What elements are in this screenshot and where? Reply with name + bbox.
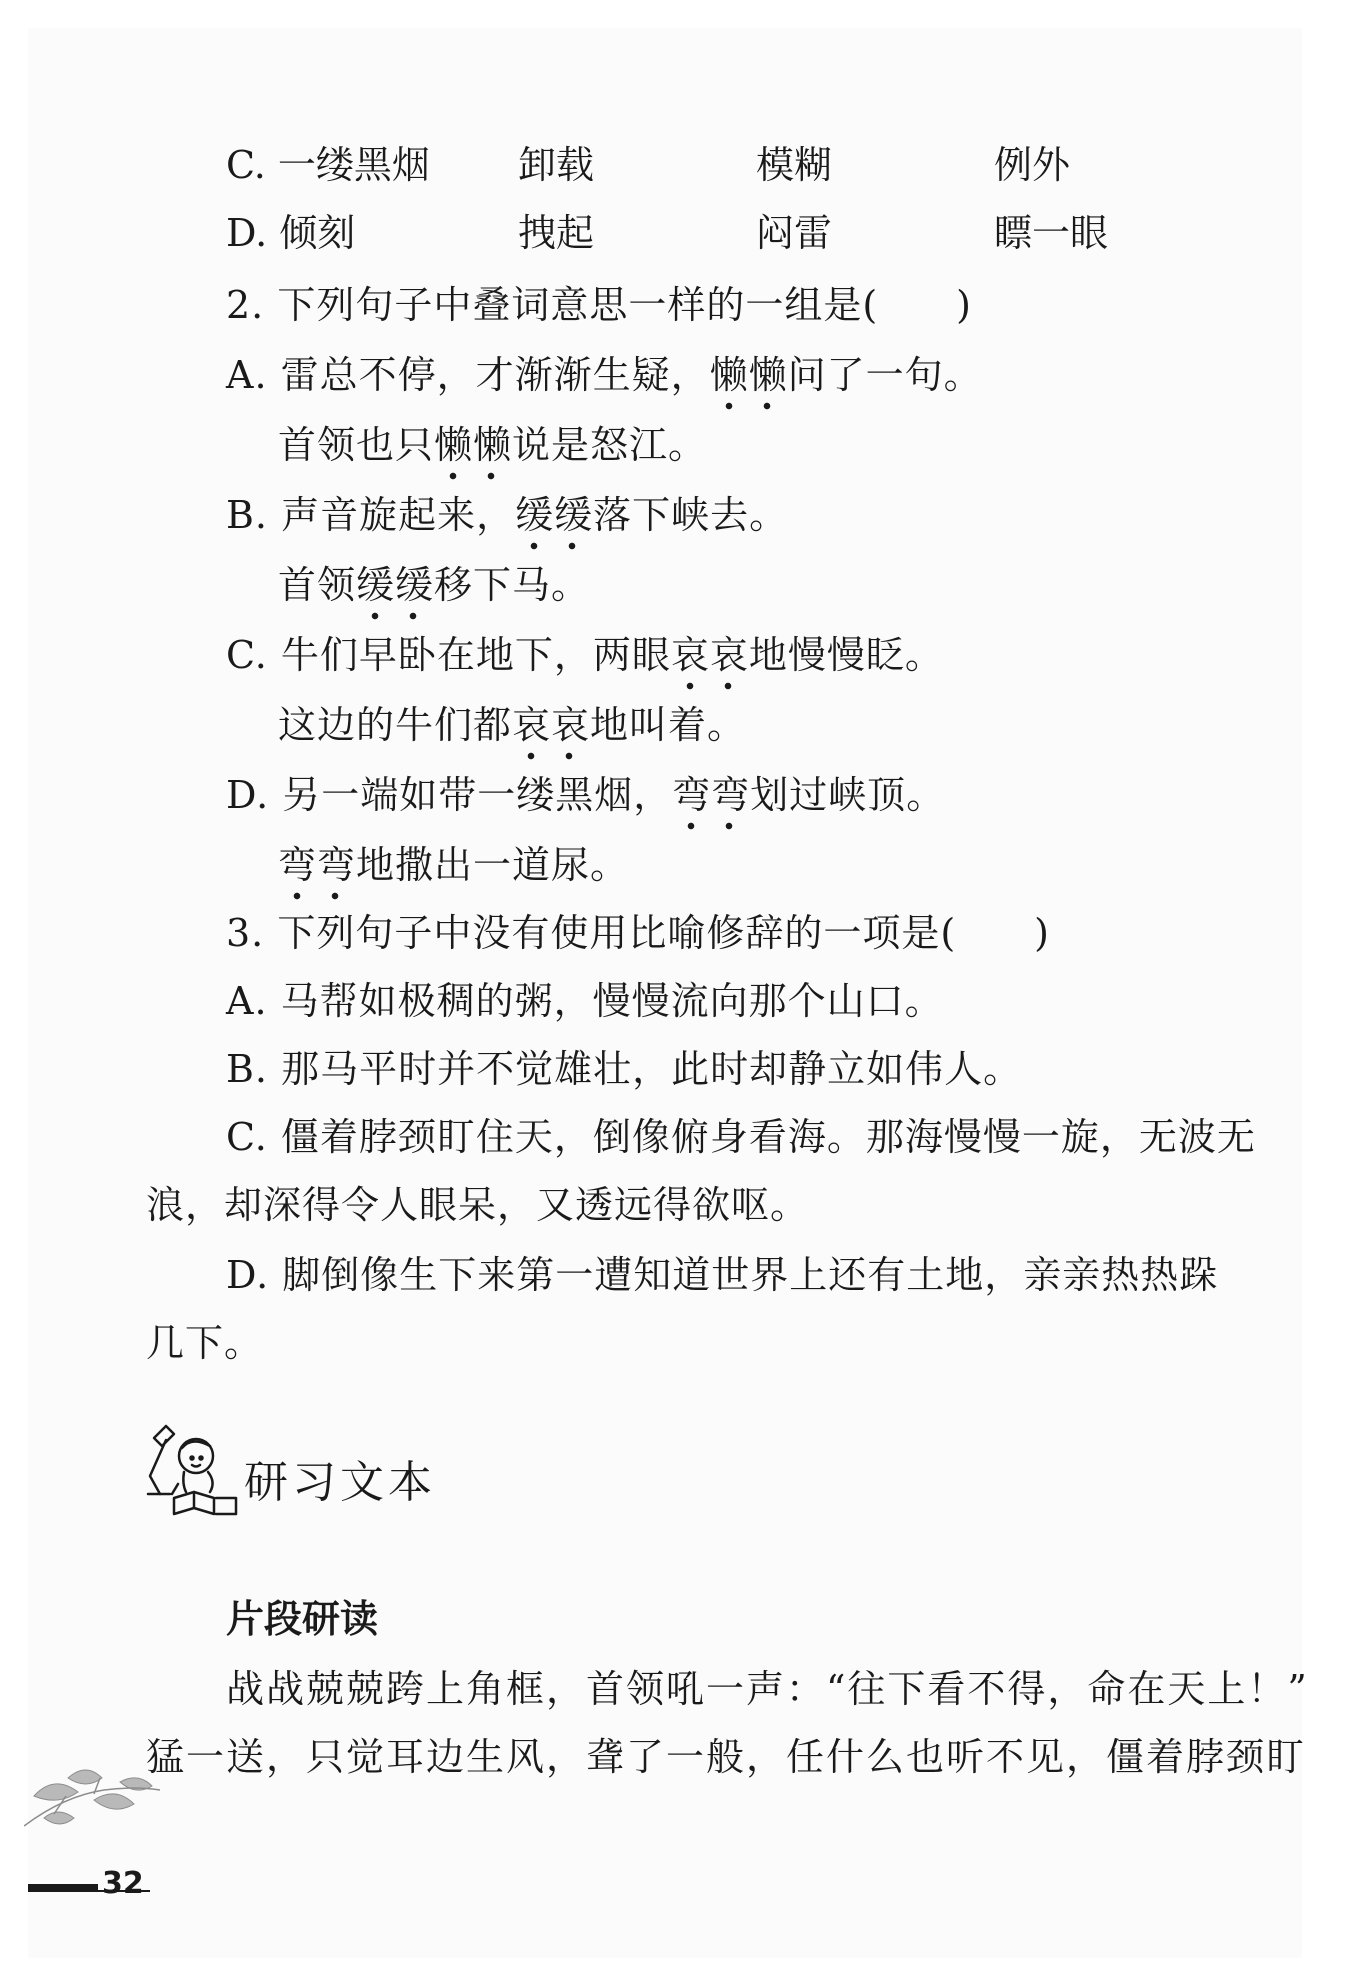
emphasis-dots: 缓缓 bbox=[356, 560, 434, 610]
q1-option-d-2: 拽起 bbox=[518, 211, 595, 255]
q2-option-c-line1: C. 牛们早卧在地下，两眼哀哀地慢慢眨。 bbox=[226, 630, 944, 680]
q1-option-c-2: 卸载 bbox=[518, 143, 595, 187]
q1-option-c-4: 例外 bbox=[994, 143, 1071, 187]
q2-option-d-line1: D. 另一端如带一缕黑烟，弯弯划过峡顶。 bbox=[226, 770, 945, 820]
q3-option-c-line2: 浪，却深得令人眼呆，又透远得欲呕。 bbox=[146, 1183, 810, 1227]
q1-option-d-3: 闷雷 bbox=[756, 211, 833, 255]
emphasis-dots: 懒懒 bbox=[434, 420, 512, 470]
q1-option-d-4: 瞟一眼 bbox=[994, 211, 1109, 255]
q2-option-a-line2: 首领也只懒懒说是怒江。 bbox=[278, 420, 707, 470]
subsection-title: 片段研读 bbox=[226, 1597, 379, 1641]
emphasis-dots: 弯弯 bbox=[278, 840, 356, 890]
emphasis-dots: 哀哀 bbox=[512, 700, 590, 750]
q3-option-d-line2: 几下。 bbox=[146, 1321, 264, 1365]
q1-option-c-3: 模糊 bbox=[756, 143, 833, 187]
q2-stem: 2. 下列句子中叠词意思一样的一组是( ) bbox=[226, 283, 972, 327]
reading-child-icon bbox=[140, 1418, 244, 1518]
leaf-decoration-icon bbox=[24, 1756, 164, 1856]
q2-option-b-line2: 首领缓缓移下马。 bbox=[278, 560, 590, 610]
q3-stem: 3. 下列句子中没有使用比喻修辞的一项是( ) bbox=[226, 911, 1050, 955]
q3-option-d-line1: D. 脚倒像生下来第一遭知道世界上还有土地，亲亲热热跺 bbox=[226, 1253, 1219, 1297]
emphasis-dots: 缓缓 bbox=[515, 490, 593, 540]
q1-option-d-1: D. 倾刻 bbox=[226, 211, 356, 255]
q2-option-a-line1: A. 雷总不停，才渐渐生疑，懒懒问了一句。 bbox=[226, 350, 983, 400]
q3-option-b: B. 那马平时并不觉雄壮，此时却静立如伟人。 bbox=[226, 1047, 1023, 1091]
q3-option-a: A. 马帮如极稠的粥，慢慢流向那个山口。 bbox=[226, 979, 944, 1023]
reading-paragraph-line2: 猛一送，只觉耳边生风，聋了一般，任什么也听不见，僵着脖颈盯 bbox=[146, 1735, 1307, 1779]
q1-option-c-1: C. 一缕黑烟 bbox=[226, 143, 430, 187]
reading-paragraph-line1: 战战兢兢跨上角框，首领吼一声：“往下看不得，命在天上！” bbox=[226, 1667, 1309, 1711]
section-title: 研习文本 bbox=[244, 1457, 436, 1508]
q2-option-d-line2: 弯弯地撒出一道尿。 bbox=[278, 840, 629, 890]
page-number: 32 bbox=[102, 1866, 144, 1901]
q2-option-c-line2: 这边的牛们都哀哀地叫着。 bbox=[278, 700, 746, 750]
q2-option-b-line1: B. 声音旋起来，缓缓落下峡去。 bbox=[226, 490, 788, 540]
emphasis-dots: 哀哀 bbox=[671, 630, 749, 680]
q3-option-c-line1: C. 僵着脖颈盯住天，倒像俯身看海。那海慢慢一旋，无波无 bbox=[226, 1115, 1256, 1159]
emphasis-dots: 弯弯 bbox=[672, 770, 750, 820]
emphasis-dots: 懒懒 bbox=[710, 350, 788, 400]
page-number-bar bbox=[28, 1884, 98, 1892]
